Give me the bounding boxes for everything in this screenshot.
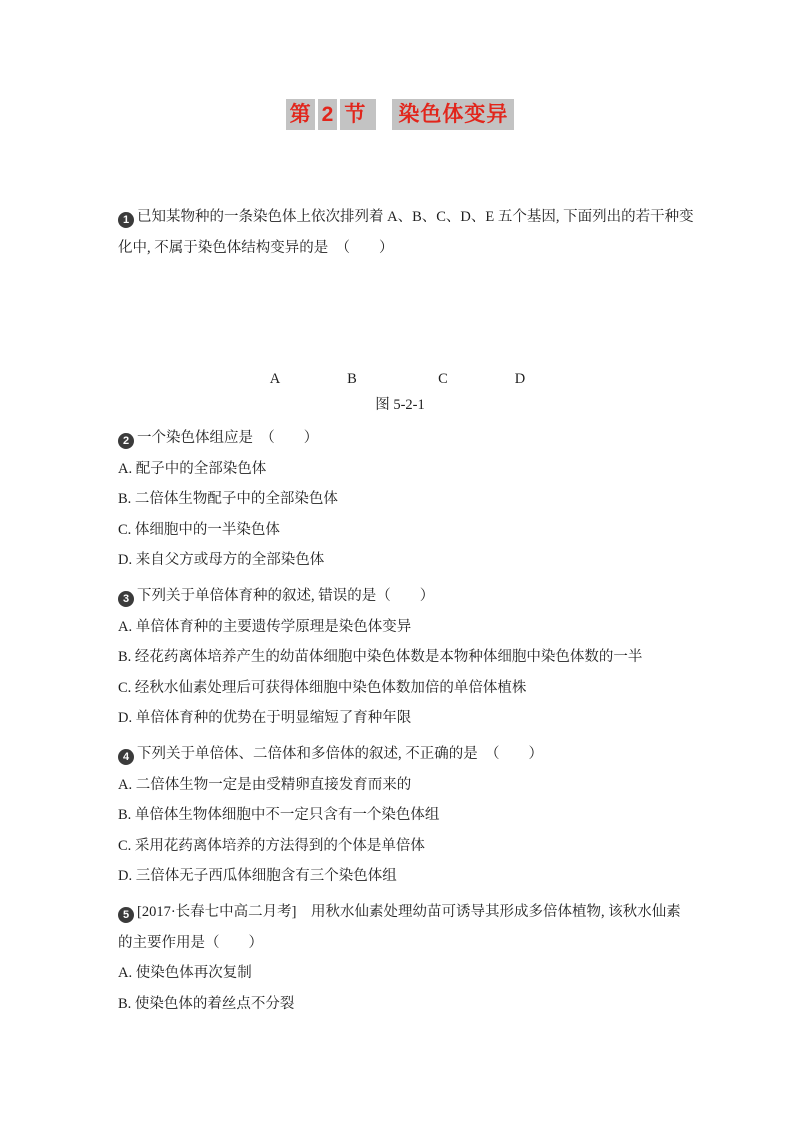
title-section-word: 节 xyxy=(340,99,376,130)
title-chapter-word: 第 xyxy=(286,99,315,130)
question-2-option-b: B. 二倍体生物配子中的全部染色体 xyxy=(118,491,338,508)
figure-option-label-row xyxy=(0,368,800,390)
question-5-stem-line-2: 的主要作用是（ ） xyxy=(118,934,263,951)
figure-label-a: A xyxy=(269,371,281,387)
question-4-option-b: B. 单倍体生物体细胞中不一定只含有一个染色体组 xyxy=(118,807,440,824)
title-chapter-number: 2 xyxy=(318,99,338,130)
question-1-stem-line-2: 化中, 不属于染色体结构变异的是 （ ） xyxy=(118,239,394,256)
question-4-stem-text: 下列关于单倍体、二倍体和多倍体的叙述, 不正确的是 （ ） xyxy=(137,745,543,762)
question-5-stem-text: [2017·长春七中高二月考] 用秋水仙素处理幼苗可诱导其形成多倍体植物, 该秋水仙素 xyxy=(137,903,681,920)
question-5-option-a: A. 使染色体再次复制 xyxy=(118,965,252,982)
question-4 xyxy=(118,739,681,892)
question-2-stem xyxy=(118,423,681,454)
question-3-stem-text: 下列关于单倍体育种的叙述, 错误的是（ ） xyxy=(137,587,435,604)
question-3-option-d: D. 单倍体育种的优势在于明显缩短了育种年限 xyxy=(118,710,412,727)
figure-label-d: D xyxy=(514,371,526,387)
question-1 xyxy=(118,202,694,263)
question-5 xyxy=(118,897,681,1019)
figure-label-c: C xyxy=(438,371,448,387)
question-2-option-a: A. 配子中的全部染色体 xyxy=(118,460,267,477)
question-3-option-b: B. 经花药离体培养产生的幼苗体细胞中染色体数是本物种体细胞中染色体数的一半 xyxy=(118,649,643,666)
question-4-option-d: D. 三倍体无子西瓜体细胞含有三个染色体组 xyxy=(118,868,397,885)
question-2-option-c: C. 体细胞中的一半染色体 xyxy=(118,521,280,538)
question-4-option-a: A. 二倍体生物一定是由受精卵直接发育而来的 xyxy=(118,776,412,793)
question-3-option-c: C. 经秋水仙素处理后可获得体细胞中染色体数加倍的单倍体植株 xyxy=(118,679,527,696)
question-2-stem-text: 一个染色体组应是 （ ） xyxy=(137,430,319,446)
question-list xyxy=(118,423,681,1019)
question-1-stem-text: 已知某物种的一条染色体上依次排列着 A、B、C、D、E 五个基因, 下面列出的若干种变 xyxy=(137,209,694,225)
question-4-number-badge: 4 xyxy=(118,749,134,765)
question-3-option-a: A. 单倍体育种的主要遗传学原理是染色体变异 xyxy=(118,618,412,635)
question-1-number-badge: 1 xyxy=(118,212,134,228)
figure-label-b: B xyxy=(347,371,357,387)
question-2 xyxy=(118,423,681,576)
section-title xyxy=(0,99,800,130)
question-4-stem xyxy=(118,739,681,770)
question-5-stem-line-1 xyxy=(118,897,681,928)
question-5-number-badge: 5 xyxy=(118,907,134,923)
question-3-stem xyxy=(118,581,681,612)
question-5-option-b: B. 使染色体的着丝点不分裂 xyxy=(118,995,295,1012)
question-3 xyxy=(118,581,681,734)
question-1-stem-line-1 xyxy=(118,202,694,233)
question-3-number-badge: 3 xyxy=(118,591,134,607)
question-4-option-c: C. 采用花药离体培养的方法得到的个体是单倍体 xyxy=(118,837,425,854)
title-subject: 染色体变异 xyxy=(392,99,514,130)
figure-caption: 图 5-2-1 xyxy=(375,397,425,413)
question-2-number-badge: 2 xyxy=(118,433,134,449)
question-2-option-d: D. 来自父方或母方的全部染色体 xyxy=(118,552,325,569)
